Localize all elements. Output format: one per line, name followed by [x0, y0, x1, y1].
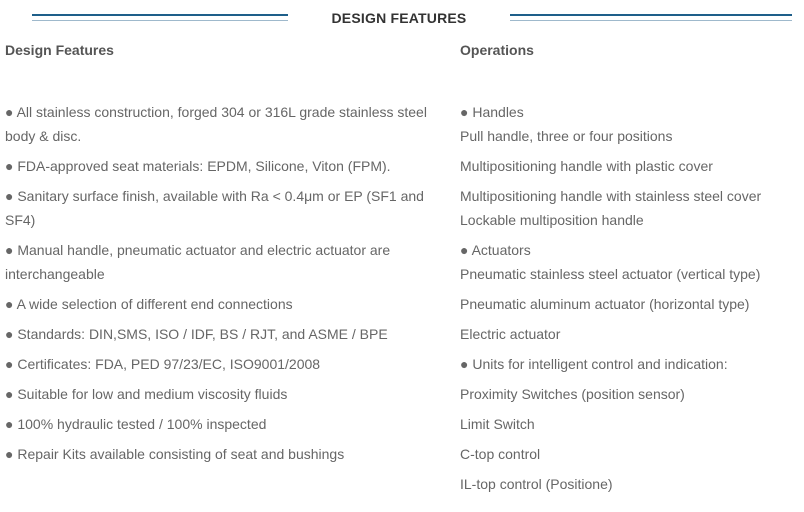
list-item: ● Suitable for low and medium viscosity fluids	[5, 386, 288, 402]
list-item: ● FDA-approved seat materials: EPDM, Silicone, Viton (FPM).	[5, 158, 391, 174]
list-item: IL-top control (Positione)	[460, 476, 613, 492]
design-features-column	[5, 40, 435, 482]
list-item: ● Certificates: FDA, PED 97/23/EC, ISO9001/2008	[5, 356, 321, 372]
list-item: ● Sanitary surface finish, available with Ra < 0.4μm or EP (SF1 and SF4)	[5, 188, 424, 228]
header-rule-left	[32, 14, 288, 21]
section-title: DESIGN FEATURES	[331, 10, 467, 26]
list-item: ● Repair Kits available consisting of seat and bushings	[5, 446, 345, 462]
section-header	[0, 0, 804, 40]
list-item: ● 100% hydraulic tested / 100% inspected	[5, 416, 267, 432]
operations-heading: Operations	[460, 42, 534, 58]
list-item: Lockable multiposition handle	[460, 212, 644, 228]
design-features-heading: Design Features	[5, 42, 114, 58]
operations-column	[460, 40, 800, 512]
list-item: Pneumatic aluminum actuator (horizontal type)	[460, 296, 750, 312]
list-item: Limit Switch	[460, 416, 535, 432]
design-features-list	[5, 100, 435, 466]
list-item: ● Units for intelligent control and indication:	[460, 356, 728, 372]
list-item: Pull handle, three or four positions	[460, 128, 673, 144]
list-item: C-top control	[460, 446, 541, 462]
list-item: Multipositioning handle with stainless steel cover	[460, 188, 762, 204]
list-item: ● Actuators	[460, 242, 531, 258]
list-item: Multipositioning handle with plastic cover	[460, 158, 713, 174]
list-item: ● A wide selection of different end connections	[5, 296, 293, 312]
list-item: Electric actuator	[460, 326, 561, 342]
list-item: ● Manual handle, pneumatic actuator and electric actuator are interchangeable	[5, 242, 391, 282]
list-item: ● Standards: DIN,SMS, ISO / IDF, BS / RJT, and ASME / BPE	[5, 326, 388, 342]
list-item: Pneumatic stainless steel actuator (vertical type)	[460, 266, 761, 282]
list-item: ● All stainless construction, forged 304 or 316L grade stainless steel body & disc.	[5, 104, 427, 144]
list-item: Proximity Switches (position sensor)	[460, 386, 685, 402]
operations-list	[460, 100, 800, 496]
list-item: ● Handles	[460, 104, 524, 120]
header-rule-right	[510, 14, 792, 21]
